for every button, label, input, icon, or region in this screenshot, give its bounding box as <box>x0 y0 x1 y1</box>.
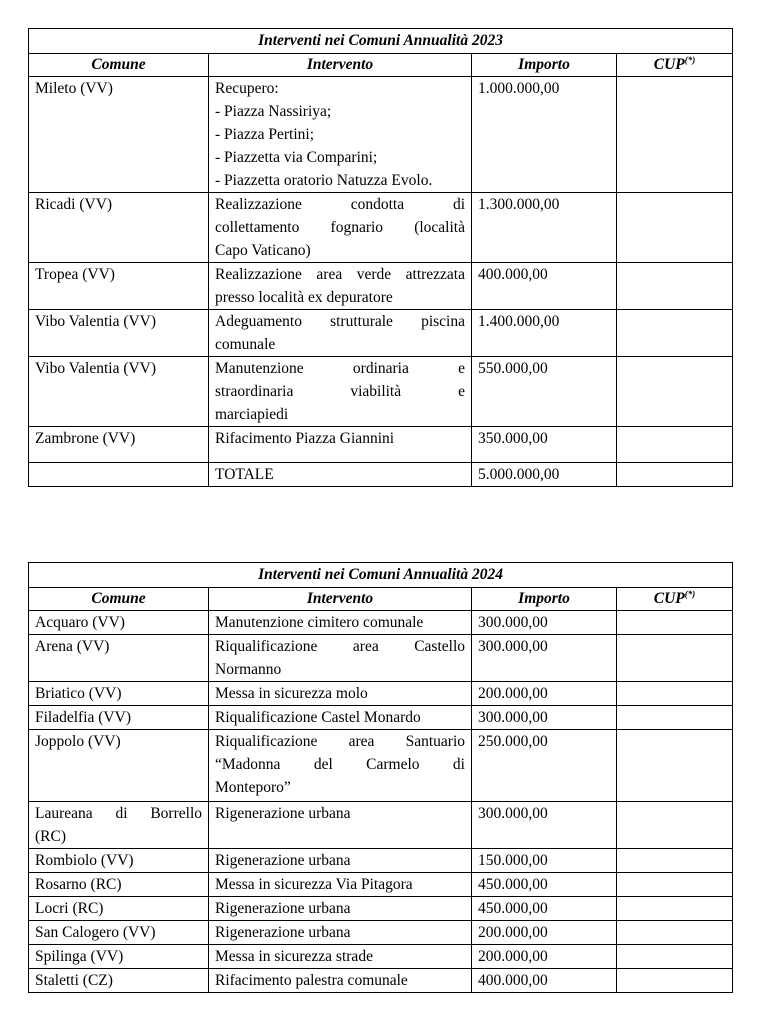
cell-comune <box>29 802 209 849</box>
cell-cup <box>617 77 733 193</box>
table-row <box>29 945 733 969</box>
table-row <box>29 706 733 730</box>
cell-cup <box>617 427 733 463</box>
table-row <box>29 263 733 310</box>
cell-intervento <box>209 682 472 706</box>
table-row <box>29 897 733 921</box>
intervento-line: Realizzazione area verde attrezzata <box>215 266 465 283</box>
table-row <box>29 611 733 635</box>
intervento-line: Rigenerazione urbana <box>215 852 351 869</box>
table-annualita-2023 <box>28 28 733 487</box>
cell-intervento <box>209 849 472 873</box>
cell-intervento <box>209 263 472 310</box>
cell-empty <box>29 463 209 487</box>
cell-cup <box>617 310 733 357</box>
cell-comune: Mileto (VV) <box>29 77 209 193</box>
intervento-line: “Madonna del Carmelo di <box>215 756 465 773</box>
cell-comune: Joppolo (VV) <box>29 730 209 802</box>
cell-intervento <box>209 897 472 921</box>
cell-cup <box>617 802 733 849</box>
header-importo: Importo <box>472 54 617 77</box>
intervento-line: - Piazzetta oratorio Natuzza Evolo. <box>215 172 433 189</box>
intervento-line: Monteporo” <box>215 779 291 796</box>
cell-importo: 550.000,00 <box>472 357 617 427</box>
cell-importo: 200.000,00 <box>472 921 617 945</box>
cell-intervento <box>209 945 472 969</box>
header-cup <box>617 588 733 611</box>
header-cup-note: (*) <box>684 589 696 599</box>
header-intervento: Intervento <box>209 588 472 611</box>
table-row <box>29 635 733 682</box>
cell-importo: 200.000,00 <box>472 682 617 706</box>
cell-cup <box>617 873 733 897</box>
intervento-line: Rigenerazione urbana <box>215 900 351 917</box>
intervento-line: Capo Vaticano) <box>215 242 311 259</box>
intervento-line: Riqualificazione Castel Monardo <box>215 709 421 726</box>
cell-importo: 450.000,00 <box>472 873 617 897</box>
intervento-line: Riqualificazione area Santuario <box>215 733 465 750</box>
cell-importo: 350.000,00 <box>472 427 617 463</box>
intervento-line: comunale <box>215 336 276 353</box>
table-row <box>29 77 733 193</box>
cell-intervento <box>209 427 472 463</box>
cell-importo: 400.000,00 <box>472 969 617 993</box>
table-row <box>29 969 733 993</box>
intervento-line: Messa in sicurezza Via Pitagora <box>215 876 413 893</box>
comune-line: (RC) <box>35 828 66 845</box>
cell-cup <box>617 945 733 969</box>
cell-cup <box>617 193 733 263</box>
cell-comune: Staletti (CZ) <box>29 969 209 993</box>
cell-cup <box>617 263 733 310</box>
intervento-line: Rifacimento Piazza Giannini <box>215 430 395 447</box>
intervento-line: Rifacimento palestra comunale <box>215 972 408 989</box>
header-comune: Comune <box>29 588 209 611</box>
total-row <box>29 463 733 487</box>
table-row <box>29 357 733 427</box>
cell-cup <box>617 357 733 427</box>
cell-comune: Rombiolo (VV) <box>29 849 209 873</box>
intervento-line: marciapiedi <box>215 406 289 423</box>
cell-comune: Locri (RC) <box>29 897 209 921</box>
header-importo: Importo <box>472 588 617 611</box>
intervento-line: Normanno <box>215 661 282 678</box>
cell-cup <box>617 730 733 802</box>
cell-comune: Filadelfia (VV) <box>29 706 209 730</box>
cell-cup <box>617 921 733 945</box>
cell-intervento <box>209 802 472 849</box>
cell-importo: 300.000,00 <box>472 635 617 682</box>
cell-comune: Zambrone (VV) <box>29 427 209 463</box>
cell-cup <box>617 897 733 921</box>
cell-intervento <box>209 635 472 682</box>
cell-intervento <box>209 921 472 945</box>
intervento-line: - Piazza Pertini; <box>215 126 314 143</box>
total-label: TOTALE <box>209 463 472 487</box>
table-annualita-2024 <box>28 562 733 993</box>
cell-importo: 300.000,00 <box>472 706 617 730</box>
header-cup-label: CUP <box>653 56 685 73</box>
intervento-line: Rigenerazione urbana <box>215 924 351 941</box>
cell-importo: 200.000,00 <box>472 945 617 969</box>
intervento-line: Manutenzione cimitero comunale <box>215 614 424 631</box>
intervento-line: Manutenzione ordinaria e <box>215 360 465 377</box>
cell-cup <box>617 849 733 873</box>
cell-comune: Briatico (VV) <box>29 682 209 706</box>
cell-intervento <box>209 611 472 635</box>
intervento-line: Recupero: <box>215 80 279 97</box>
cell-comune: Arena (VV) <box>29 635 209 682</box>
cell-importo: 1.400.000,00 <box>472 310 617 357</box>
comune-line: Laureana di Borrello <box>35 805 202 822</box>
intervento-line: - Piazzetta via Comparini; <box>215 149 378 166</box>
cell-importo: 1.000.000,00 <box>472 77 617 193</box>
intervento-line: - Piazza Nassiriya; <box>215 103 332 120</box>
cell-importo: 150.000,00 <box>472 849 617 873</box>
header-comune: Comune <box>29 54 209 77</box>
intervento-line: collettamento fognario (località <box>215 219 465 236</box>
cell-intervento <box>209 706 472 730</box>
intervento-line: Adeguamento strutturale piscina <box>215 313 465 330</box>
table-row <box>29 802 733 849</box>
table-row <box>29 730 733 802</box>
intervento-line: straordinaria viabilità e <box>215 383 465 400</box>
cell-comune: Vibo Valentia (VV) <box>29 357 209 427</box>
table-row <box>29 427 733 463</box>
cell-importo: 300.000,00 <box>472 611 617 635</box>
cell-cup <box>617 611 733 635</box>
cell-empty <box>617 463 733 487</box>
cell-cup <box>617 682 733 706</box>
cell-intervento <box>209 310 472 357</box>
header-cup <box>617 54 733 77</box>
intervento-line: Messa in sicurezza molo <box>215 685 368 702</box>
cell-intervento <box>209 193 472 263</box>
cell-intervento <box>209 77 472 193</box>
cell-intervento <box>209 969 472 993</box>
cell-cup <box>617 706 733 730</box>
cell-importo: 1.300.000,00 <box>472 193 617 263</box>
cell-comune: Tropea (VV) <box>29 263 209 310</box>
cell-comune: San Calogero (VV) <box>29 921 209 945</box>
table-row <box>29 849 733 873</box>
table-row <box>29 873 733 897</box>
cell-cup <box>617 635 733 682</box>
cell-intervento <box>209 873 472 897</box>
table-title: Interventi nei Comuni Annualità 2024 <box>29 563 733 588</box>
cell-importo: 300.000,00 <box>472 802 617 849</box>
total-value: 5.000.000,00 <box>472 463 617 487</box>
header-intervento: Intervento <box>209 54 472 77</box>
cell-cup <box>617 969 733 993</box>
intervento-line: Rigenerazione urbana <box>215 805 351 822</box>
intervento-line: presso località ex depuratore <box>215 289 393 306</box>
table-title: Interventi nei Comuni Annualità 2023 <box>29 29 733 54</box>
cell-importo: 450.000,00 <box>472 897 617 921</box>
intervento-line: Realizzazione condotta di <box>215 196 465 213</box>
header-cup-label: CUP <box>653 590 685 607</box>
cell-comune: Rosarno (RC) <box>29 873 209 897</box>
table-row <box>29 921 733 945</box>
cell-comune: Ricadi (VV) <box>29 193 209 263</box>
cell-importo: 400.000,00 <box>472 263 617 310</box>
cell-comune: Acquaro (VV) <box>29 611 209 635</box>
cell-importo: 250.000,00 <box>472 730 617 802</box>
cell-comune: Spilinga (VV) <box>29 945 209 969</box>
header-cup-note: (*) <box>684 55 696 65</box>
table-row <box>29 682 733 706</box>
cell-intervento <box>209 357 472 427</box>
table-row <box>29 193 733 263</box>
intervento-line: Messa in sicurezza strade <box>215 948 373 965</box>
cell-intervento <box>209 730 472 802</box>
cell-comune: Vibo Valentia (VV) <box>29 310 209 357</box>
intervento-line: Riqualificazione area Castello <box>215 638 465 655</box>
table-row <box>29 310 733 357</box>
